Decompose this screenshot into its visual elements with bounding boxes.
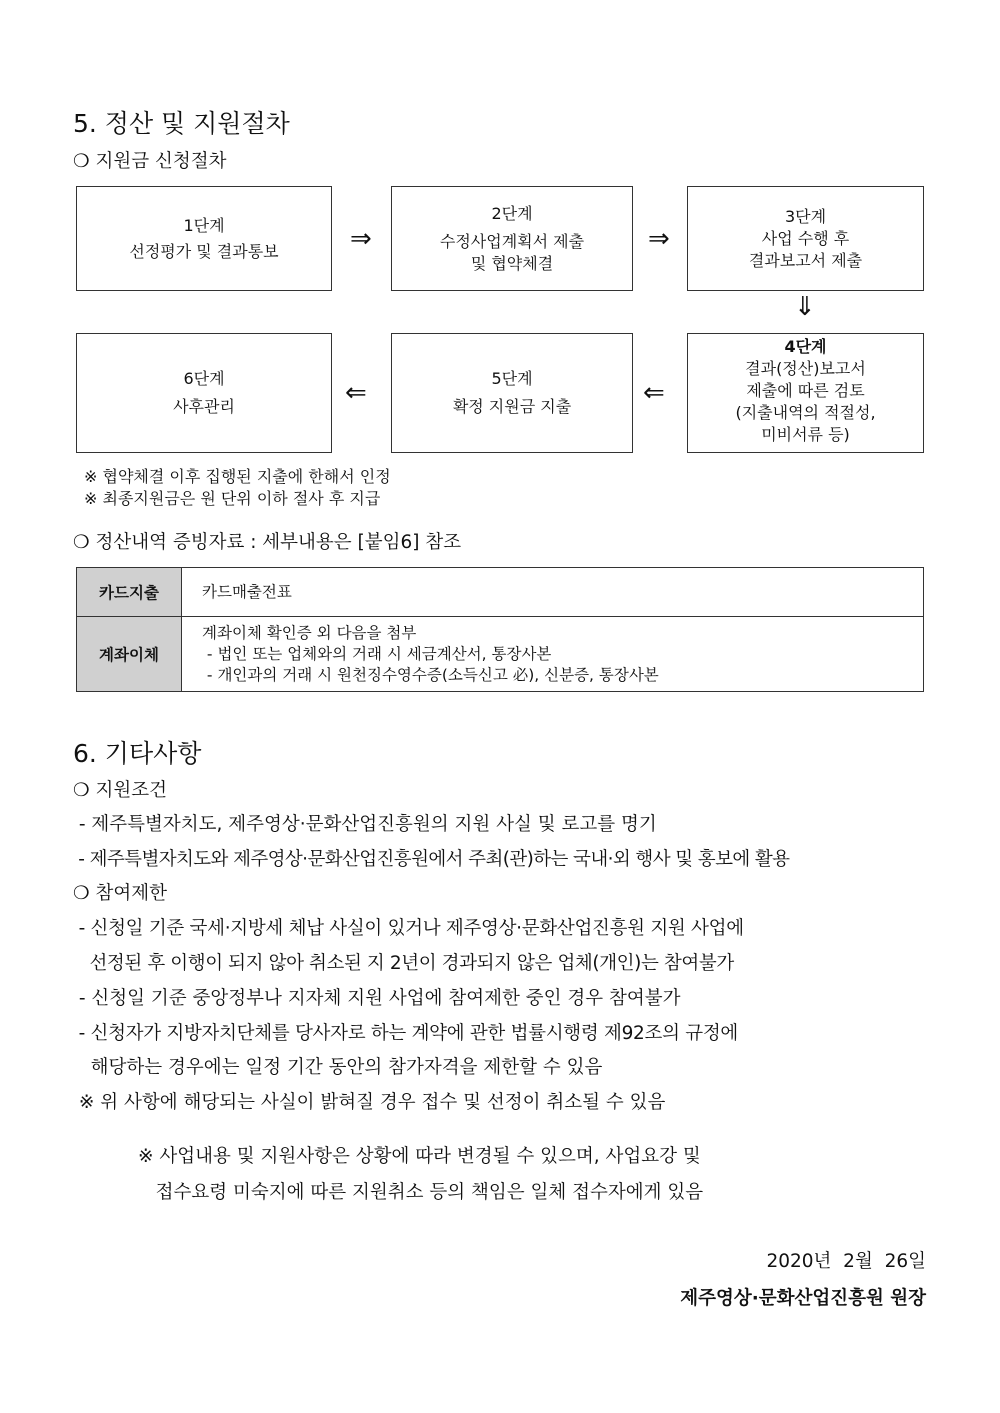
step-box-3 (687, 186, 924, 291)
step-text: 선정평가 및 결과통보 (129, 241, 279, 261)
step-text: 확정 지원금 지출 (452, 397, 572, 416)
final-note-line: ※ 사업내용 및 지원사항은 상황에 따라 변경될 수 있으며, 사업요강 및 (138, 1146, 701, 1167)
table-cell-line: - 개인과의 거래 시 원천징수영수증(소득신고 必), 신분증, 통장사본 (202, 665, 659, 684)
table-header-cell: 계좌이체 (77, 617, 182, 692)
arrow-left-icon: ⇐ (643, 378, 665, 408)
step-box-4 (687, 333, 924, 453)
arrow-left-icon: ⇐ (345, 378, 367, 408)
table-cell-line: 계좌이체 확인증 외 다음을 첨부 (202, 623, 417, 642)
step-label: 4단계 (784, 337, 827, 356)
step-text: 미비서류 등) (761, 425, 850, 444)
table-cell (182, 617, 924, 692)
step-box-5 (391, 333, 633, 453)
item-line: ❍ 참여제한 (73, 883, 167, 904)
item-line: ❍ 지원조건 (73, 780, 167, 801)
step-label: 6단계 (183, 369, 225, 388)
step-text: 사업 수행 후 (761, 228, 850, 248)
item-line: - 신청자가 지방자치단체를 당사자로 하는 계약에 관한 법률시행령 제92조의 규정에 (73, 1023, 738, 1044)
item-line: - 신청일 기준 중앙정부나 지자체 지원 사업에 참여제한 중인 경우 참여불가 (73, 988, 681, 1009)
note-line: ※ 최종지원금은 원 단위 이하 절사 후 지급 (84, 489, 381, 508)
step-text: 수정사업계획서 제출 (439, 231, 585, 251)
arrow-right-icon: ⇒ (350, 224, 372, 254)
item-line: 해당하는 경우에는 일정 기간 동안의 참가자격을 제한할 수 있음 (73, 1057, 603, 1078)
step-box-2 (391, 186, 633, 291)
subheading-application-procedure: ❍ 지원금 신청절차 (73, 151, 227, 172)
signer-name: 제주영상·문화산업진흥원 원장 (680, 1288, 926, 1309)
step-label: 1단계 (183, 215, 225, 235)
step-label: 3단계 (784, 206, 827, 226)
note-line: ※ 협약체결 이후 집행된 지출에 한해서 인정 (84, 467, 391, 486)
step-text: 결과보고서 제출 (748, 250, 863, 270)
table-cell-line: - 법인 또는 업체와의 거래 시 세금계산서, 통장사본 (202, 644, 552, 663)
item-line: 선정된 후 이행이 되지 않아 취소된 지 2년이 경과되지 않은 업체(개인)는 참여불가 (73, 953, 734, 974)
item-line: ※ 위 사항에 해당되는 사실이 밝혀질 경우 접수 및 선정이 취소될 수 있음 (73, 1092, 666, 1113)
table-header-cell: 카드지출 (77, 568, 182, 617)
step-text: 및 협약체결 (470, 253, 554, 273)
step-text: 사후관리 (173, 397, 235, 416)
table-row (77, 568, 924, 617)
table-cell (182, 568, 924, 617)
step-label: 5단계 (491, 369, 533, 388)
item-line: - 신청일 기준 국세·지방세 체납 사실이 있거나 제주영상·문화산업진흥원 지원 사업에 (73, 918, 744, 939)
step-box-1 (76, 186, 332, 291)
subheading-settlement-evidence: ❍ 정산내역 증빙자료 : 세부내용은 [붙임6] 참조 (73, 532, 462, 553)
item-line: - 제주특별자치도, 제주영상·문화산업진흥원의 지원 사실 및 로고를 명기 (73, 814, 657, 835)
section5-title: 5. 정산 및 지원절차 (73, 109, 290, 138)
section6-title: 6. 기타사항 (73, 739, 202, 768)
step-text: 제출에 따른 검토 (746, 381, 865, 400)
table-cell-line: 카드매출전표 (202, 582, 292, 601)
step-text: (지출내역의 적절성, (735, 403, 876, 422)
step-text: 결과(정산)보고서 (745, 359, 866, 378)
table-row (77, 617, 924, 692)
arrow-right-icon: ⇒ (648, 224, 670, 254)
step-box-6 (76, 333, 332, 453)
item-line: - 제주특별자치도와 제주영상·문화산업진흥원에서 주최(관)하는 국내·외 행사 및 홍보에 활용 (73, 849, 790, 870)
evidence-table (76, 567, 924, 692)
arrow-down-icon: ⇓ (794, 292, 816, 322)
step-label: 2단계 (491, 203, 533, 223)
document-date: 2020년 2월 26일 (766, 1251, 926, 1272)
final-note-line: 접수요령 미숙지에 따른 지원취소 등의 책임은 일체 접수자에게 있음 (138, 1182, 704, 1203)
